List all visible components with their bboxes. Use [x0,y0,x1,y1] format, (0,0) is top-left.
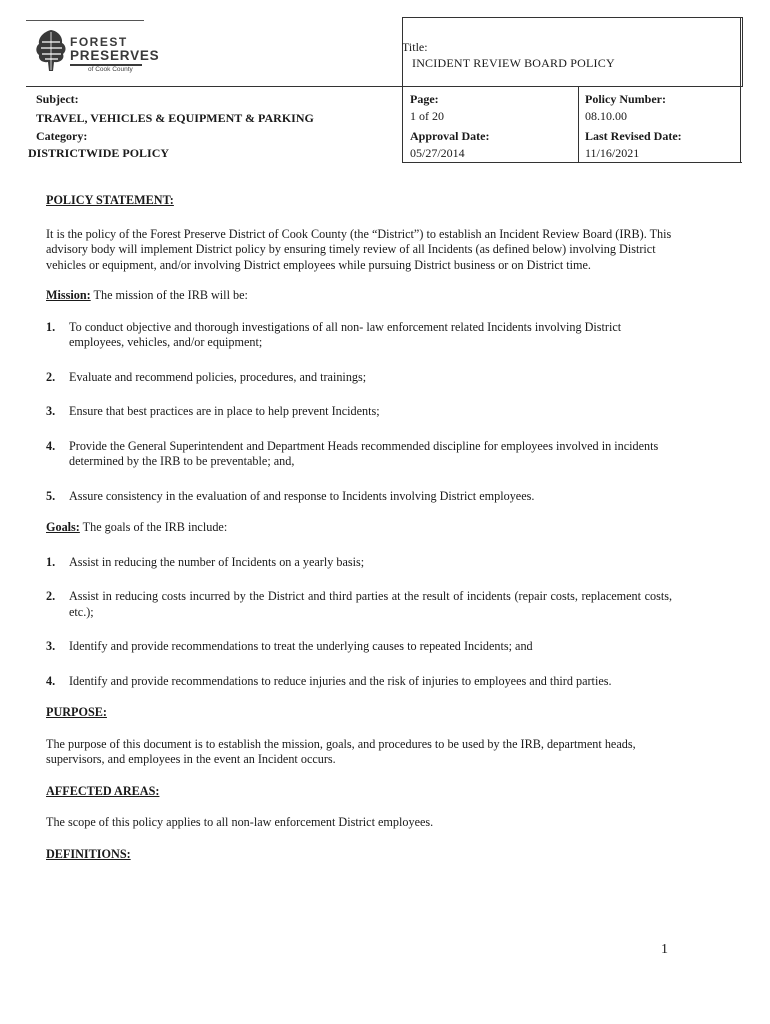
last-revised-label: Last Revised Date: [585,129,682,143]
list-item [46,674,672,690]
subject-value: TRAVEL, VEHICLES & EQUIPMENT & PARKING [36,111,314,125]
approval-date-value: 05/27/2014 [410,146,465,160]
list-item-number: 1. [46,554,56,569]
last-revised-value: 11/16/2021 [585,146,640,160]
logo-word-forest: FOREST [70,35,128,49]
list-item [46,370,672,386]
forest-preserves-logo [32,28,160,84]
policy-body [46,193,672,862]
list-item-text: Identify and provide recommendations to treat the underlying causes to repeated Incidents; and [69,639,533,653]
header-rule-top [26,86,742,87]
policy-number-label: Policy Number: [585,92,666,106]
goals-list [46,555,672,690]
title-label: Title: [402,40,428,54]
purpose-text: The purpose of this document is to establish the mission, goals, and procedures to be used by the IRB, department heads, supervisors, and employees in the event an Incident occurs. [46,736,636,766]
header-divider-left [402,86,403,163]
policy-statement-text: It is the policy of the Forest Preserve District of Cook County (the “District”) to establish an Incident Review Board (IRB). This advisory body will implement District policy by ensuring timely review of all Incidents (as defined below) involving District vehicles or equipment, and/or involving District employees while pursuing District business or on District time. [46,226,672,272]
policy-statement-heading: POLICY STATEMENT: [46,193,174,207]
list-item-text: Assure consistency in the evaluation of and response to Incidents involving District employees. [69,488,535,503]
goals-intro [46,520,672,536]
list-item [46,320,672,351]
subject-label: Subject: [36,92,79,106]
title-box [402,17,743,87]
mission-intro-text: The mission of the IRB will be: [90,288,248,302]
list-item-number: 3. [46,639,56,653]
category-value: DISTRICTWIDE POLICY [28,146,170,160]
header-divider-mid [578,86,579,162]
list-item [46,639,672,655]
mission-list [46,320,672,505]
list-item-number: 4. [46,438,56,453]
logo-word-preserves: PRESERVES [70,48,160,63]
affected-areas-text: The scope of this policy applies to all non-law enforcement District employees. [46,815,434,829]
list-item-text: Provide the General Superintendent and Department Heads recommended discipline for employees involved in incidents determined by the IRB to be preventable; and, [69,438,659,468]
list-item-text: Ensure that best practices are in place to help prevent Incidents; [69,404,380,418]
list-item-number: 4. [46,673,56,688]
mission-label: Mission: [46,288,91,302]
approval-date-label: Approval Date: [410,129,490,143]
list-item-number: 5. [46,488,56,503]
list-item [46,439,672,470]
list-item-text: Assist in reducing the number of Incidents on a yearly basis; [69,554,365,569]
header-rule-bottom [402,162,742,163]
affected-areas-heading: AFFECTED AREAS: [46,783,160,798]
list-item [46,589,672,620]
page-value: 1 of 20 [410,109,444,123]
list-item-number: 3. [46,404,56,418]
list-item-text: Assist in reducing costs incurred by the District and third parties at the result of incidents (repair costs, replacement costs, etc.); [69,589,672,619]
list-item-number: 1. [46,319,56,334]
page-number: 1 [661,942,668,957]
goals-label: Goals: [46,520,80,534]
logo-word-cook-county: of Cook County [88,66,133,73]
title-value: INCIDENT REVIEW BOARD POLICY [412,56,615,70]
category-label: Category: [36,129,88,143]
mission-intro [46,288,672,304]
list-item-number: 2. [46,369,56,384]
tree-icon [34,28,68,72]
purpose-heading: PURPOSE: [46,705,107,719]
list-item [46,489,672,505]
list-item-text: Identify and provide recommendations to reduce injuries and the risk of injuries to employees and third parties. [69,673,612,688]
list-item-number: 2. [46,589,56,603]
list-item [46,404,672,420]
list-item [46,555,672,571]
policy-number-value: 08.10.00 [585,109,627,123]
page-label: Page: [410,92,439,106]
definitions-heading: DEFINITIONS: [46,846,131,861]
list-item-text: Evaluate and recommend policies, procedures, and trainings; [69,369,367,384]
header-divider-right [740,17,741,163]
goals-intro-text: The goals of the IRB include: [79,520,228,534]
list-item-text: To conduct objective and thorough investigations of all non- law enforcement related Incidents involving District employees, vehicles, and/or equipment; [69,319,622,349]
